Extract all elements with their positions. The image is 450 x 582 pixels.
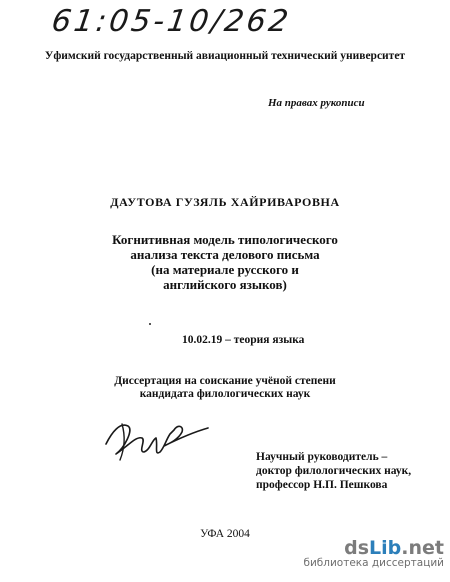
author-name: ДАУТОВА ГУЗЯЛЬ ХАЙРИВАРОВНА — [110, 195, 340, 209]
title-line: английского языков) — [163, 277, 287, 292]
scientific-advisor — [256, 450, 411, 492]
handwritten-signature — [98, 402, 210, 464]
title-line: Когнитивная модель типологического — [112, 232, 338, 247]
degree-line: кандидата филологических наук — [139, 388, 311, 400]
rights-note: На правах рукописи — [268, 97, 365, 109]
title-line: (на материале русского и — [151, 262, 299, 277]
university-name: Уфимский государственный авиационный технический университет — [44, 50, 406, 62]
archive-stamp: 61:05-10/262 — [49, 4, 294, 39]
title-line: анализа текста делового письма — [130, 247, 320, 262]
advisor-line: профессор Н.П. Пешкова — [256, 479, 388, 491]
degree-line: Диссертация на соискание учёной степени — [114, 375, 336, 387]
specialty-code: 10.02.19 – теория языка — [182, 334, 305, 346]
advisor-line: доктор филологических наук, — [256, 465, 412, 477]
stray-mark — [149, 323, 151, 325]
degree-statement — [0, 375, 450, 401]
dissertation-title — [0, 232, 450, 292]
dslib-watermark[interactable] — [303, 537, 444, 569]
dslib-logo: dsLib.net — [344, 537, 444, 559]
watermark-subtitle: библиотека диссертаций — [303, 557, 444, 569]
advisor-line: Научный руководитель – — [256, 451, 388, 463]
city-year: УФА 2004 — [200, 528, 250, 540]
